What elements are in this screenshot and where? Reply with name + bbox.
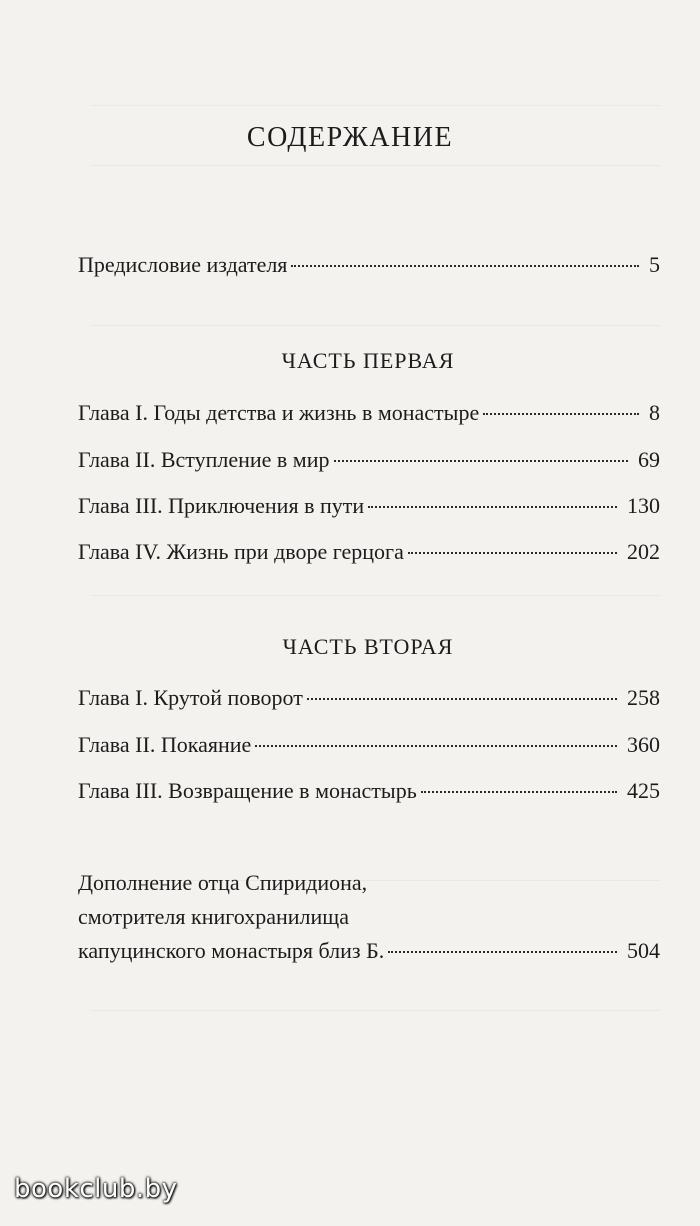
toc-entry-addendum[interactable] [78, 938, 660, 964]
toc-entry-part1-chapter2[interactable] [78, 447, 660, 473]
toc-entry-addendum-line2[interactable]: смотрителя книгохранилища [78, 904, 349, 929]
toc-page-number: 8 [649, 400, 660, 425]
dot-leader [408, 552, 617, 554]
toc-entry-label: Глава I. Годы детства и жизнь в монастыре [78, 400, 480, 425]
dot-leader [255, 745, 617, 747]
page-title: СОДЕРЖАНИЕ [246, 122, 454, 153]
toc-entry-part1-chapter1[interactable] [78, 400, 660, 426]
toc-page-number: 130 [627, 493, 660, 518]
toc-entry-label: Глава III. Возвращение в монастырь [78, 778, 417, 803]
bleed-through-line [90, 165, 660, 166]
toc-page-number: 5 [649, 252, 660, 277]
bleed-through-line [90, 325, 660, 326]
toc-entry-part2-chapter3[interactable] [78, 778, 660, 804]
toc-entry-label: Глава II. Вступление в мир [78, 447, 330, 472]
toc-page-number: 69 [638, 447, 660, 472]
site-watermark: bookclub.by [14, 1174, 178, 1204]
dot-leader [483, 413, 639, 415]
toc-entry-part2-chapter2[interactable] [78, 732, 660, 758]
toc-entry-addendum-line1[interactable]: Дополнение отца Спиридиона, [78, 870, 368, 895]
toc-entry-part2-chapter1[interactable] [78, 685, 660, 711]
toc-entry-label: Предисловие издателя [78, 252, 288, 277]
part-one-title: ЧАСТЬ ПЕРВАЯ [281, 348, 455, 373]
toc-entry-part1-chapter4[interactable] [78, 539, 660, 565]
dot-leader [307, 698, 617, 700]
toc-entry-label: Глава I. Крутой поворот [78, 685, 303, 710]
toc-entry-label: Глава III. Приключения в пути [78, 493, 365, 518]
dot-leader [334, 460, 629, 462]
dot-leader [421, 791, 617, 793]
dot-leader [291, 265, 639, 267]
toc-entry-part1-chapter3[interactable] [78, 493, 660, 519]
toc-entry-label: Глава II. Покаяние [78, 732, 252, 757]
toc-page-number: 258 [627, 685, 660, 710]
toc-entry-label: капуцинского монастыря близ Б. [78, 938, 385, 963]
toc-page-number: 360 [627, 732, 660, 757]
toc-page-number: 504 [627, 938, 660, 963]
bleed-through-line [90, 1010, 660, 1011]
part-two-title: ЧАСТЬ ВТОРАЯ [282, 634, 454, 659]
dot-leader [368, 506, 617, 508]
dot-leader [388, 951, 617, 953]
toc-entry-label: Глава IV. Жизнь при дворе герцога [78, 539, 404, 564]
bleed-through-line [90, 105, 660, 106]
toc-page-number: 202 [627, 539, 660, 564]
bleed-through-line [90, 595, 660, 596]
toc-page-number: 425 [627, 778, 660, 803]
toc-entry-preface[interactable] [78, 252, 660, 278]
